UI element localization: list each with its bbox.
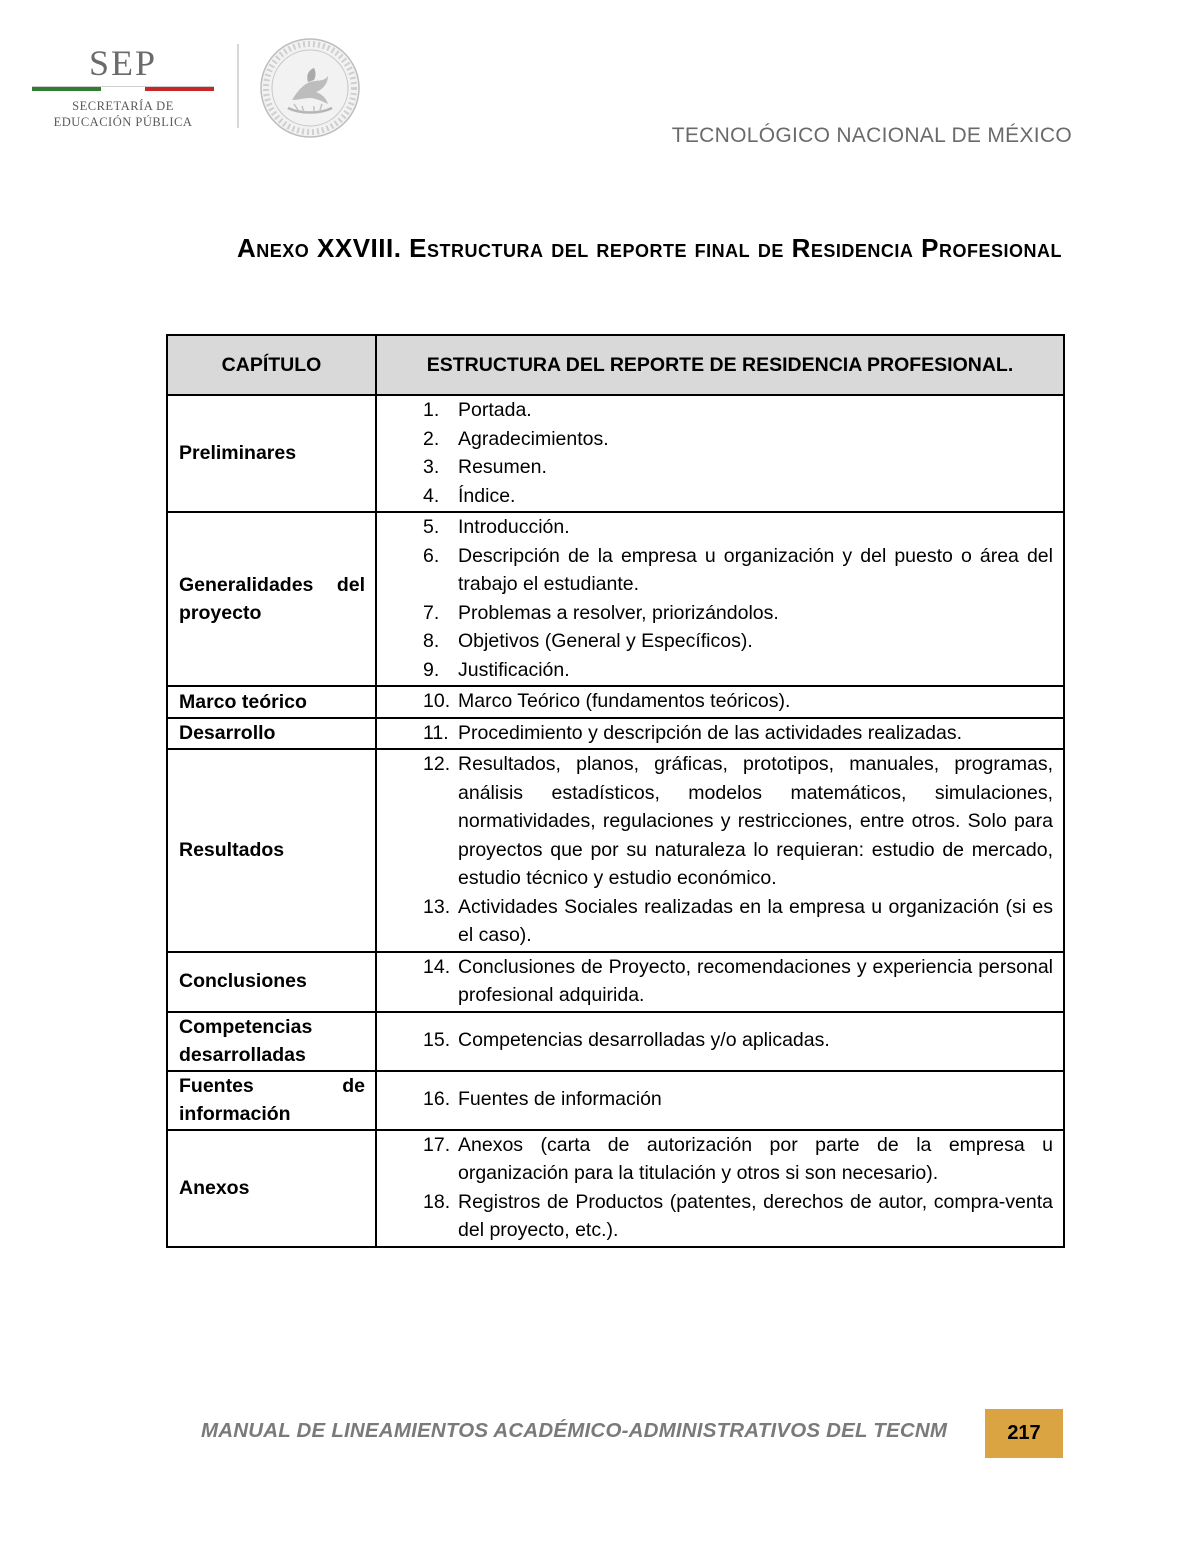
item-text: Descripción de la empresa u organización y del puesto o área del trabajo el estudiante. bbox=[458, 544, 1053, 595]
list-item bbox=[423, 1026, 1053, 1055]
item-text: Marco Teórico (fundamentos teóricos). bbox=[458, 690, 791, 712]
item-number: 6. bbox=[423, 544, 440, 567]
item-text: Justificación. bbox=[458, 658, 570, 681]
item-text: Fuentes de información bbox=[458, 1088, 662, 1111]
table-row bbox=[167, 1130, 1064, 1247]
structure-cell bbox=[376, 1130, 1064, 1247]
item-text: Competencias desarrolladas y/o aplicadas. bbox=[458, 1029, 830, 1052]
table-header-row bbox=[167, 335, 1064, 395]
chapter-cell: Competencias desarrolladas bbox=[167, 1012, 376, 1071]
list-item bbox=[423, 1131, 1053, 1188]
item-text: Actividades Sociales realizadas en la empresa u organización (si es el caso). bbox=[458, 895, 1053, 946]
item-number: 1. bbox=[423, 399, 440, 421]
item-number: 10. bbox=[423, 690, 451, 712]
chapter-cell: Resultados bbox=[167, 749, 376, 952]
structure-cell bbox=[376, 952, 1064, 1012]
item-text: Portada. bbox=[458, 399, 532, 421]
sep-logo-line-2: EDUCACIÓN PÚBLICA bbox=[53, 115, 193, 129]
item-text: Registros de Productos (patentes, derechos de autor, compra-venta del proyecto, etc.). bbox=[458, 1190, 1053, 1241]
item-text: Introducción. bbox=[458, 516, 570, 538]
chapter-cell: Desarrollo bbox=[167, 718, 376, 750]
table-row bbox=[167, 395, 1064, 512]
chapter-cell: Generalidades del proyecto bbox=[167, 512, 376, 686]
table-row bbox=[167, 952, 1064, 1012]
item-text: Resultados, planos, gráficas, prototipos, manuales, programas, análisis estadísticos, modelos matemáticos, simulaciones, normatividades, regulaciones y restricciones, entre otros. Solo para proyectos que por su naturaleza lo requieran: estudio de mercado, estudio técnico y estudio económico. bbox=[458, 753, 1053, 889]
item-number: 9. bbox=[423, 658, 440, 681]
list-item bbox=[423, 953, 1053, 1010]
item-text: Problemas a resolver, priorizándolos. bbox=[458, 601, 779, 624]
structure-cell bbox=[376, 512, 1064, 686]
sep-logo-word: SEP bbox=[88, 43, 158, 83]
chapter-cell: Marco teórico bbox=[167, 686, 376, 718]
chapter-cell: Fuentes de información bbox=[167, 1071, 376, 1130]
report-structure-table bbox=[166, 334, 1065, 1248]
item-text: Índice. bbox=[458, 484, 516, 507]
page-number: 217 bbox=[1007, 1422, 1041, 1444]
structure-cell bbox=[376, 749, 1064, 952]
tecnm-header-title: TECNOLÓGICO NACIONAL DE MÉXICO bbox=[671, 124, 1072, 147]
list-item bbox=[423, 425, 1053, 454]
list-item bbox=[423, 893, 1053, 950]
item-text: Agradecimientos. bbox=[458, 427, 609, 450]
item-number: 15. bbox=[423, 1029, 451, 1052]
list-item bbox=[423, 482, 1053, 511]
list-item bbox=[423, 1188, 1053, 1245]
page-title: Anexo XXVIII. Estructura del reporte final de Residencia Profesional bbox=[237, 233, 1062, 263]
table-row bbox=[167, 1071, 1064, 1130]
list-item bbox=[423, 750, 1053, 893]
item-number: 3. bbox=[423, 456, 440, 478]
table-row bbox=[167, 512, 1064, 686]
item-text: Objetivos (General y Específicos). bbox=[458, 630, 753, 652]
table-row bbox=[167, 718, 1064, 750]
structure-cell bbox=[376, 718, 1064, 750]
item-number: 13. bbox=[423, 895, 451, 918]
item-number: 8. bbox=[423, 630, 440, 652]
structure-cell bbox=[376, 395, 1064, 512]
item-text: Resumen. bbox=[458, 456, 547, 478]
footer-manual-title: MANUAL DE LINEAMIENTOS ACADÉMICO-ADMINISTRATIVOS DEL TECNM bbox=[201, 1419, 948, 1442]
structure-cell bbox=[376, 686, 1064, 718]
item-number: 2. bbox=[423, 427, 440, 450]
mexican-coat-of-arms-seal-icon bbox=[258, 36, 362, 140]
list-item bbox=[423, 687, 1053, 716]
item-number: 14. bbox=[423, 955, 451, 978]
list-item bbox=[423, 656, 1053, 685]
structure-cell bbox=[376, 1071, 1064, 1130]
item-number: 18. bbox=[423, 1190, 451, 1213]
column-header-chapter: CAPÍTULO bbox=[167, 335, 376, 395]
sep-logo bbox=[32, 44, 214, 130]
table-row bbox=[167, 686, 1064, 718]
item-number: 7. bbox=[423, 601, 440, 624]
item-number: 4. bbox=[423, 484, 440, 507]
item-number: 5. bbox=[423, 516, 440, 538]
column-header-structure: ESTRUCTURA DEL REPORTE DE RESIDENCIA PROFESIONAL. bbox=[376, 335, 1064, 395]
list-item bbox=[423, 396, 1053, 425]
list-item bbox=[423, 513, 1053, 542]
list-item bbox=[423, 627, 1053, 656]
table-row bbox=[167, 749, 1064, 952]
sep-logo-color-bar bbox=[32, 86, 214, 91]
chapter-cell: Conclusiones bbox=[167, 952, 376, 1012]
chapter-cell: Preliminares bbox=[167, 395, 376, 512]
list-item bbox=[423, 1085, 1053, 1114]
page-number-badge bbox=[985, 1409, 1063, 1458]
list-item bbox=[423, 542, 1053, 599]
item-number: 17. bbox=[423, 1133, 451, 1156]
chapter-cell: Anexos bbox=[167, 1130, 376, 1247]
list-item bbox=[423, 719, 1053, 748]
list-item bbox=[423, 599, 1053, 628]
header-divider bbox=[237, 44, 239, 128]
table-row bbox=[167, 1012, 1064, 1071]
item-number: 16. bbox=[423, 1088, 451, 1111]
item-number: 12. bbox=[423, 753, 451, 775]
item-number: 11. bbox=[423, 721, 449, 744]
list-item bbox=[423, 453, 1053, 482]
structure-cell bbox=[376, 1012, 1064, 1071]
item-text: Anexos (carta de autorización por parte de la empresa u organización para la titulación y otros si son necesario). bbox=[458, 1133, 1053, 1184]
sep-logo-line-1: SECRETARÍA DE bbox=[72, 99, 174, 113]
item-text: Conclusiones de Proyecto, recomendaciones y experiencia personal profesional adquirida. bbox=[458, 955, 1053, 1006]
item-text: Procedimiento y descripción de las actividades realizadas. bbox=[458, 721, 963, 744]
